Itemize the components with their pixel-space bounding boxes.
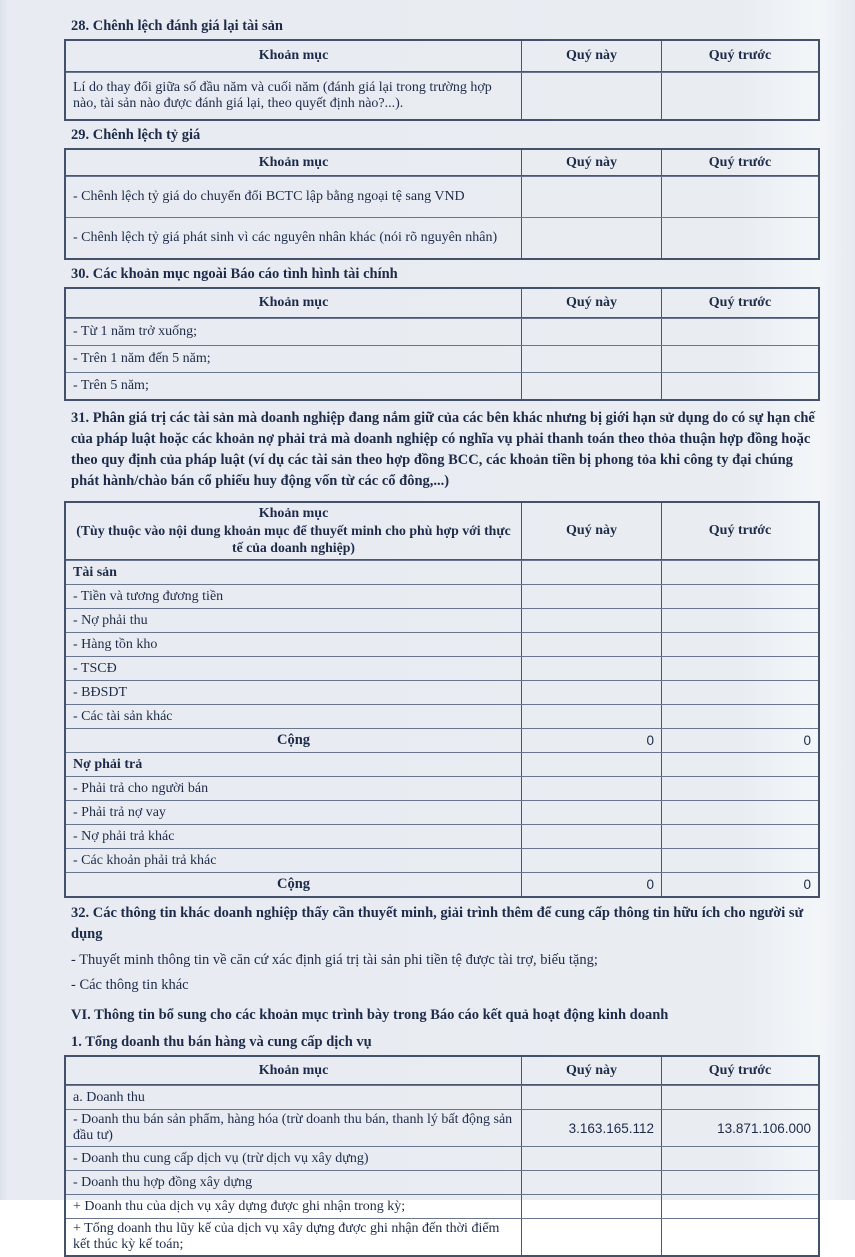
column-header-title: Khoản mục bbox=[258, 295, 329, 310]
column-header-khoan-muc bbox=[66, 41, 521, 71]
table-row bbox=[66, 372, 818, 399]
table-header-row bbox=[66, 41, 818, 72]
row-label: - Trên 1 năm đến 5 năm; bbox=[73, 351, 211, 366]
row-label: - Hàng tồn kho bbox=[73, 636, 158, 652]
row-value-quy-truoc bbox=[661, 561, 818, 584]
row-value-quy-truoc bbox=[661, 346, 818, 372]
row-value-quy-nay bbox=[521, 1171, 661, 1194]
column-header-title: Khoản mục bbox=[258, 48, 329, 63]
row-value-quy-truoc bbox=[661, 801, 818, 824]
row-value-quy-nay bbox=[521, 319, 661, 345]
row-value-quy-nay bbox=[521, 1195, 661, 1218]
row-label: Lí do thay đổi giữa số đầu năm và cuối năm (đánh giá lại trong trường hợp nào, tài sản nào được đánh giá lại, theo quyết định nào?...). bbox=[73, 80, 492, 111]
table-row bbox=[66, 656, 818, 680]
row-label: - Chênh lệch tỷ giá phát sinh vì các nguyên nhân khác (nói rõ nguyên nhân) bbox=[73, 230, 498, 245]
column-header-title: Khoản mục bbox=[258, 154, 329, 170]
row-value-quy-truoc bbox=[661, 73, 818, 119]
row-value-quy-truoc bbox=[661, 218, 818, 258]
section-32-heading: 32. Các thông tin khác doanh nghiệp thấy cần thuyết minh, giải trình thêm để cung cấp thông tin hữu ích cho người sử dụng bbox=[71, 905, 804, 942]
row-label: - Các tài sản khác bbox=[73, 708, 173, 724]
table-row bbox=[66, 680, 818, 704]
column-header-quy-truoc: Quý trước bbox=[661, 1057, 818, 1084]
row-value-quy-nay bbox=[521, 849, 661, 872]
row-label: - Từ 1 năm trở xuống; bbox=[73, 324, 197, 339]
section-28-table bbox=[64, 39, 820, 121]
table-row bbox=[66, 824, 818, 848]
row-value-quy-truoc: 0 bbox=[661, 873, 818, 896]
row-label: a. Doanh thu bbox=[73, 1089, 145, 1105]
row-value-quy-truoc bbox=[661, 705, 818, 728]
row-label: + Doanh thu của dịch vụ xây dựng được ghi nhận trong kỳ; bbox=[73, 1198, 406, 1214]
column-header-note: (Tùy thuộc vào nội dung khoản mục để thuyết minh cho phù hợp với thực tế của doanh nghiệp) bbox=[76, 523, 511, 555]
table-row bbox=[66, 752, 818, 776]
row-value-quy-nay bbox=[521, 633, 661, 656]
row-value-quy-truoc bbox=[661, 1171, 818, 1194]
section-32-item: - Thuyết minh thông tin về căn cứ xác định giá trị tài sản phi tiền tệ được tài trợ, biếu tặng; bbox=[71, 952, 598, 968]
column-header-khoan-muc bbox=[66, 150, 521, 175]
row-value-quy-nay bbox=[521, 609, 661, 632]
row-value-quy-truoc bbox=[661, 681, 818, 704]
table-header-row bbox=[66, 289, 818, 318]
table-row bbox=[66, 1085, 818, 1109]
row-value-quy-truoc: 13.871.106.000 bbox=[661, 1110, 818, 1146]
table-row bbox=[66, 872, 818, 896]
row-label: + Tổng doanh thu lũy kế của dịch vụ xây dựng được ghi nhận đến thời điểm kết thúc kỳ kế toán; bbox=[73, 1221, 500, 1252]
section-vi-1-table bbox=[64, 1055, 820, 1257]
row-value-quy-truoc bbox=[661, 609, 818, 632]
column-header-khoan-muc bbox=[66, 503, 521, 559]
row-label: Tài sản bbox=[73, 564, 117, 580]
section-29-heading: 29. Chênh lệch tỷ giá bbox=[71, 127, 201, 143]
column-header-quy-truoc: Quý trước bbox=[661, 41, 818, 71]
row-value-quy-truoc: 0 bbox=[661, 729, 818, 752]
row-value-quy-nay: 3.163.165.112 bbox=[521, 1110, 661, 1146]
row-value-quy-nay bbox=[521, 73, 661, 119]
row-value-quy-truoc bbox=[661, 373, 818, 399]
column-header-title: Khoản mục bbox=[258, 1062, 329, 1078]
table-row bbox=[66, 800, 818, 824]
column-header-quy-truoc: Quý trước bbox=[661, 150, 818, 175]
table-row bbox=[66, 848, 818, 872]
table-row bbox=[66, 345, 818, 372]
table-row bbox=[66, 1218, 818, 1255]
row-value-quy-truoc bbox=[661, 777, 818, 800]
section-31-table bbox=[64, 501, 820, 898]
row-label: Cộng bbox=[276, 876, 311, 892]
row-value-quy-nay bbox=[521, 561, 661, 584]
table-row bbox=[66, 176, 818, 217]
row-label: - Chênh lệch tỷ giá do chuyển đổi BCTC lập bằng ngoại tệ sang VND bbox=[73, 189, 465, 204]
table-row bbox=[66, 584, 818, 608]
row-value-quy-truoc bbox=[661, 633, 818, 656]
row-value-quy-nay bbox=[521, 801, 661, 824]
row-value-quy-truoc bbox=[661, 825, 818, 848]
table-row bbox=[66, 608, 818, 632]
row-value-quy-truoc bbox=[661, 319, 818, 345]
row-value-quy-nay bbox=[521, 218, 661, 258]
table-row bbox=[66, 776, 818, 800]
row-value-quy-nay bbox=[521, 373, 661, 399]
column-header-khoan-muc bbox=[66, 289, 521, 317]
row-value-quy-truoc bbox=[661, 849, 818, 872]
row-label: - Tiền và tương đương tiền bbox=[73, 588, 224, 604]
row-label: - BĐSDT bbox=[73, 684, 128, 700]
row-label: - Các khoản phải trả khác bbox=[73, 852, 217, 868]
row-label: - Phải trả nợ vay bbox=[73, 804, 166, 820]
table-header-row bbox=[66, 150, 818, 176]
row-label: - Nợ phải trả khác bbox=[73, 828, 175, 844]
table-row bbox=[66, 1194, 818, 1218]
row-value-quy-truoc bbox=[661, 1147, 818, 1170]
row-value-quy-nay bbox=[521, 753, 661, 776]
table-row bbox=[66, 217, 818, 258]
table-row bbox=[66, 1109, 818, 1146]
row-value-quy-nay: 0 bbox=[521, 873, 661, 896]
section-30-table bbox=[64, 287, 820, 401]
row-value-quy-truoc bbox=[661, 1086, 818, 1109]
row-value-quy-truoc bbox=[661, 177, 818, 217]
section-28-heading: 28. Chênh lệch đánh giá lại tài sản bbox=[71, 18, 283, 34]
row-value-quy-nay bbox=[521, 777, 661, 800]
column-header-khoan-muc bbox=[66, 1057, 521, 1084]
row-label: - Nợ phải thu bbox=[73, 612, 148, 628]
row-label: - Phải trả cho người bán bbox=[73, 780, 209, 796]
section-29-table bbox=[64, 148, 820, 260]
table-row bbox=[66, 560, 818, 584]
section-vi-1-heading: 1. Tổng doanh thu bán hàng và cung cấp dịch vụ bbox=[71, 1034, 372, 1050]
table-row bbox=[66, 728, 818, 752]
column-header-quy-nay: Quý này bbox=[521, 41, 661, 71]
column-header-title: Khoản mục bbox=[258, 506, 329, 521]
row-value-quy-nay bbox=[521, 1147, 661, 1170]
column-header-quy-truoc: Quý trước bbox=[661, 503, 818, 559]
table-row bbox=[66, 632, 818, 656]
section-31-paragraph: 31. Phân giá trị các tài sản mà doanh nghiệp đang nắm giữ của các bên khác nhưng bị giới hạn sử dụng do có sự hạn chế của pháp luật hoặc các khoản nợ phải trả mà doanh nghiệp có nghĩa vụ phải thanh toán theo thỏa thuận hợp đồng hoặc theo quy định của pháp luật (ví dụ các tài sản theo hợp đồng BCC, các khoản tiền bị phong tỏa khi công ty đại chúng phát hành/chào bán cổ phiếu huy động vốn từ các cổ đông,...) bbox=[71, 410, 815, 489]
column-header-quy-nay: Quý này bbox=[521, 289, 661, 317]
row-value-quy-truoc bbox=[661, 1219, 818, 1255]
column-header-quy-nay: Quý này bbox=[521, 503, 661, 559]
row-value-quy-truoc bbox=[661, 585, 818, 608]
table-row bbox=[66, 1170, 818, 1194]
row-label: - Doanh thu hợp đồng xây dựng bbox=[73, 1174, 253, 1190]
row-label: - Doanh thu cung cấp dịch vụ (trừ dịch vụ xây dựng) bbox=[73, 1150, 369, 1166]
table-row bbox=[66, 704, 818, 728]
column-header-quy-nay: Quý này bbox=[521, 150, 661, 175]
row-value-quy-nay bbox=[521, 585, 661, 608]
column-header-quy-truoc: Quý trước bbox=[661, 289, 818, 317]
row-value-quy-nay bbox=[521, 681, 661, 704]
row-value-quy-truoc bbox=[661, 753, 818, 776]
table-header-row bbox=[66, 1057, 818, 1085]
column-header-quy-nay: Quý này bbox=[521, 1057, 661, 1084]
row-label: - Doanh thu bán sản phẩm, hàng hóa (trừ doanh thu bán, thanh lý bất động sản đầu tư) bbox=[73, 1112, 513, 1143]
section-32-item: - Các thông tin khác bbox=[71, 977, 189, 993]
row-label: - Trên 5 năm; bbox=[73, 378, 149, 393]
row-label: Nợ phải trả bbox=[73, 756, 143, 772]
row-value-quy-nay bbox=[521, 1086, 661, 1109]
row-value-quy-truoc bbox=[661, 657, 818, 680]
row-label: - TSCĐ bbox=[73, 660, 117, 676]
row-value-quy-nay bbox=[521, 346, 661, 372]
table-row bbox=[66, 1146, 818, 1170]
row-value-quy-truoc bbox=[661, 1195, 818, 1218]
row-value-quy-nay bbox=[521, 1219, 661, 1255]
table-row bbox=[66, 72, 818, 119]
row-value-quy-nay bbox=[521, 657, 661, 680]
row-value-quy-nay bbox=[521, 705, 661, 728]
row-value-quy-nay bbox=[521, 825, 661, 848]
row-value-quy-nay bbox=[521, 177, 661, 217]
row-value-quy-nay: 0 bbox=[521, 729, 661, 752]
section-30-heading: 30. Các khoản mục ngoài Báo cáo tình hình tài chính bbox=[71, 266, 398, 282]
row-label: Cộng bbox=[276, 732, 311, 748]
table-header-row bbox=[66, 503, 818, 560]
section-vi-heading: VI. Thông tin bổ sung cho các khoản mục trình bày trong Báo cáo kết quả hoạt động kinh doanh bbox=[71, 1007, 669, 1023]
table-row bbox=[66, 318, 818, 345]
